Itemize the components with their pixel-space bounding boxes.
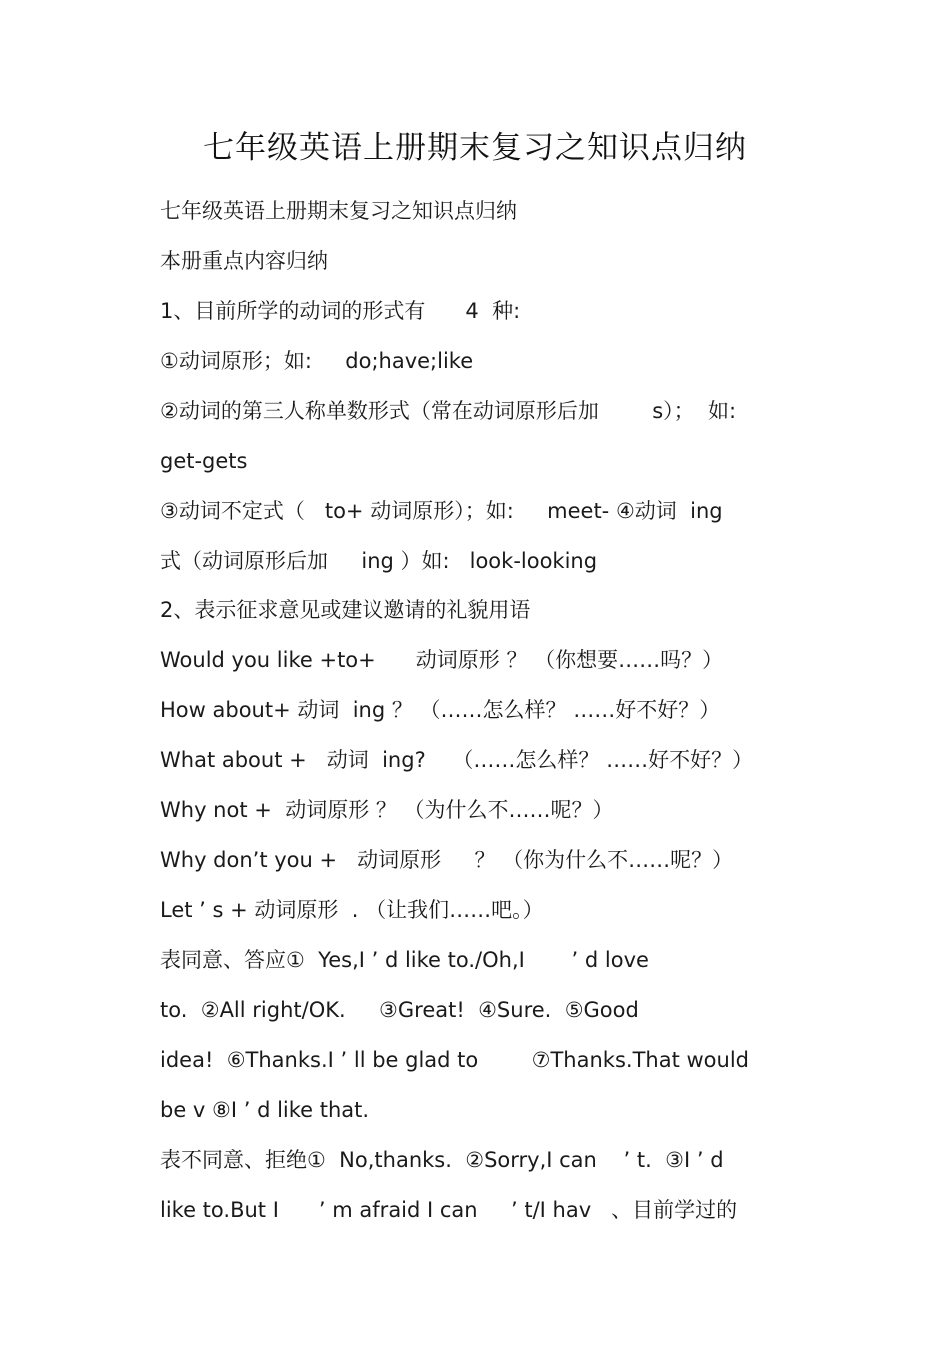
text-line: What about + 动词 ing? （……怎么样？ ……好不好？） — [160, 748, 754, 772]
text-line: ③动词不定式（ to+ 动词原形）；如: meet- ④动词 ing — [160, 499, 723, 523]
text-line: Why don’t you + 动词原形 ？ （你为什么不……呢？） — [160, 848, 734, 872]
text-line: to. ②All right/OK. ③Great! ④Sure. ⑤Good — [160, 998, 639, 1022]
text-line: 七年级英语上册期末复习之知识点归纳 — [160, 199, 517, 223]
text-line: 本册重点内容归纳 — [160, 249, 328, 273]
text-line: How about+ 动词 ing ？ （……怎么样？ ……好不好？） — [160, 698, 721, 722]
document-title: 七年级英语上册期末复习之知识点归纳 — [203, 130, 747, 166]
text-line: ①动词原形；如: do;have;like — [160, 349, 474, 373]
text-line: 表同意、答应① Yes,I ’ d like to./Oh,I ’ d love — [160, 948, 649, 972]
text-line: Would you like +to+ 动词原形 ？ （你想要……吗？） — [160, 648, 724, 672]
text-line: 2、表示征求意见或建议邀请的礼貌用语 — [160, 598, 531, 622]
text-line: be v ⑧I ’ d like that. — [160, 1098, 370, 1122]
text-line: get-gets — [160, 449, 248, 473]
text-line: 1、目前所学的动词的形式有 4 种: — [160, 299, 521, 323]
text-line: ②动词的第三人称单数形式（常在动词原形后加 s）； 如: — [160, 399, 737, 423]
text-line: like to.But I ’ m afraid I can ’ t/I hav 、目前学过的 — [160, 1198, 738, 1222]
text-line: 表不同意、拒绝① No,thanks. ②Sorry,I can ’ t. ③I ’ d — [160, 1148, 724, 1172]
text-line: idea! ⑥Thanks.I ’ ll be glad to ⑦Thanks.That would — [160, 1048, 749, 1072]
text-line: 式（动词原形后加 ing ）如: look-looking — [160, 549, 598, 573]
text-line: Let ’ s + 动词原形 . （让我们……吧。） — [160, 898, 544, 922]
text-line: Why not + 动词原形 ？ （为什么不……呢？） — [160, 798, 614, 822]
